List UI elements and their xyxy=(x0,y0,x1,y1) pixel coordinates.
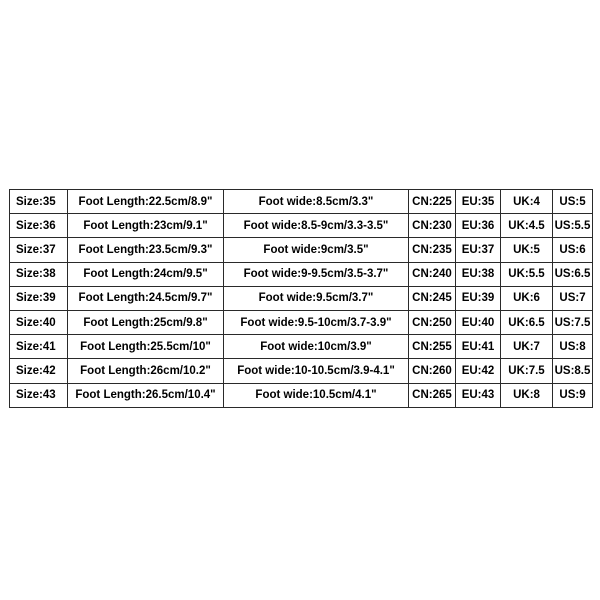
cn-size-cell: CN:225 xyxy=(409,190,456,214)
size-cell: Size:41 xyxy=(10,335,68,359)
table-row xyxy=(10,335,593,359)
us-size-cell: US:5.5 xyxy=(553,214,593,238)
cn-size-cell: CN:245 xyxy=(409,286,456,310)
foot-wide-cell: Foot wide:10-10.5cm/3.9-4.1" xyxy=(224,359,409,383)
size-cell: Size:35 xyxy=(10,190,68,214)
table-row xyxy=(10,383,593,407)
us-size-cell: US:5 xyxy=(553,190,593,214)
eu-size-cell: EU:36 xyxy=(456,214,501,238)
table-row xyxy=(10,359,593,383)
table-row xyxy=(10,190,593,214)
table-row xyxy=(10,214,593,238)
eu-size-cell: EU:43 xyxy=(456,383,501,407)
cn-size-cell: CN:235 xyxy=(409,238,456,262)
eu-size-cell: EU:41 xyxy=(456,335,501,359)
uk-size-cell: UK:4.5 xyxy=(501,214,553,238)
eu-size-cell: EU:37 xyxy=(456,238,501,262)
uk-size-cell: UK:8 xyxy=(501,383,553,407)
foot-wide-cell: Foot wide:8.5-9cm/3.3-3.5" xyxy=(224,214,409,238)
table-row xyxy=(10,238,593,262)
uk-size-cell: UK:7 xyxy=(501,335,553,359)
uk-size-cell: UK:5 xyxy=(501,238,553,262)
foot-length-cell: Foot Length:26.5cm/10.4" xyxy=(68,383,224,407)
cn-size-cell: CN:230 xyxy=(409,214,456,238)
uk-size-cell: UK:5.5 xyxy=(501,262,553,286)
foot-wide-cell: Foot wide:9cm/3.5" xyxy=(224,238,409,262)
foot-wide-cell: Foot wide:9.5cm/3.7" xyxy=(224,286,409,310)
us-size-cell: US:8.5 xyxy=(553,359,593,383)
us-size-cell: US:7 xyxy=(553,286,593,310)
uk-size-cell: UK:7.5 xyxy=(501,359,553,383)
cn-size-cell: CN:240 xyxy=(409,262,456,286)
foot-length-cell: Foot Length:23cm/9.1" xyxy=(68,214,224,238)
table-row xyxy=(10,262,593,286)
cn-size-cell: CN:260 xyxy=(409,359,456,383)
uk-size-cell: UK:6.5 xyxy=(501,310,553,334)
eu-size-cell: EU:39 xyxy=(456,286,501,310)
foot-length-cell: Foot Length:25cm/9.8" xyxy=(68,310,224,334)
cn-size-cell: CN:255 xyxy=(409,335,456,359)
us-size-cell: US:6.5 xyxy=(553,262,593,286)
eu-size-cell: EU:38 xyxy=(456,262,501,286)
size-cell: Size:43 xyxy=(10,383,68,407)
size-cell: Size:37 xyxy=(10,238,68,262)
size-cell: Size:42 xyxy=(10,359,68,383)
us-size-cell: US:6 xyxy=(553,238,593,262)
us-size-cell: US:9 xyxy=(553,383,593,407)
size-chart-table xyxy=(9,189,593,408)
us-size-cell: US:7.5 xyxy=(553,310,593,334)
size-cell: Size:38 xyxy=(10,262,68,286)
size-cell: Size:40 xyxy=(10,310,68,334)
uk-size-cell: UK:6 xyxy=(501,286,553,310)
foot-wide-cell: Foot wide:10cm/3.9" xyxy=(224,335,409,359)
eu-size-cell: EU:42 xyxy=(456,359,501,383)
size-cell: Size:39 xyxy=(10,286,68,310)
foot-wide-cell: Foot wide:8.5cm/3.3" xyxy=(224,190,409,214)
cn-size-cell: CN:265 xyxy=(409,383,456,407)
foot-length-cell: Foot Length:22.5cm/8.9" xyxy=(68,190,224,214)
foot-wide-cell: Foot wide:9-9.5cm/3.5-3.7" xyxy=(224,262,409,286)
foot-length-cell: Foot Length:24cm/9.5" xyxy=(68,262,224,286)
size-cell: Size:36 xyxy=(10,214,68,238)
eu-size-cell: EU:35 xyxy=(456,190,501,214)
foot-wide-cell: Foot wide:10.5cm/4.1" xyxy=(224,383,409,407)
cn-size-cell: CN:250 xyxy=(409,310,456,334)
us-size-cell: US:8 xyxy=(553,335,593,359)
uk-size-cell: UK:4 xyxy=(501,190,553,214)
table-row xyxy=(10,286,593,310)
foot-wide-cell: Foot wide:9.5-10cm/3.7-3.9" xyxy=(224,310,409,334)
foot-length-cell: Foot Length:23.5cm/9.3" xyxy=(68,238,224,262)
foot-length-cell: Foot Length:25.5cm/10" xyxy=(68,335,224,359)
table-row xyxy=(10,310,593,334)
eu-size-cell: EU:40 xyxy=(456,310,501,334)
foot-length-cell: Foot Length:26cm/10.2" xyxy=(68,359,224,383)
foot-length-cell: Foot Length:24.5cm/9.7" xyxy=(68,286,224,310)
